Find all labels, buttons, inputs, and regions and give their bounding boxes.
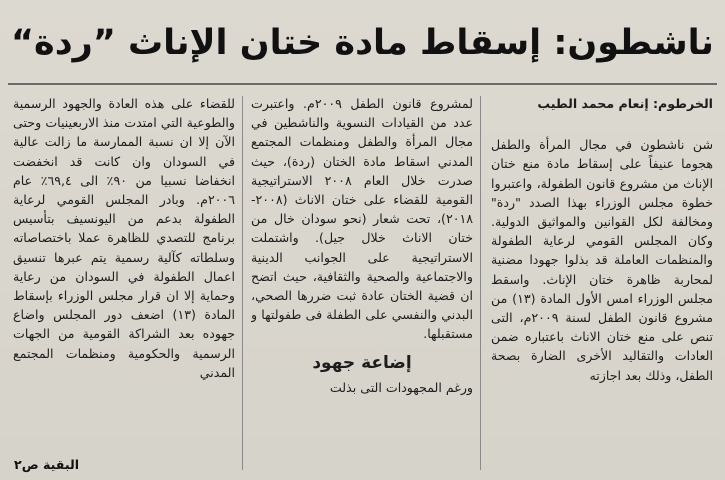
article-column-2 [251,94,473,474]
headline-rule [8,83,717,85]
column-2-body-continued: ورغم المجهودات التى بذلت [329,379,473,395]
column-2-body: لمشروع قانون الطفل ٢٠٠٩م. واعتبرت عدد من القيادات النسوية والناشطين في مجال المرأة والطفل ومنظمات المجتمع المدني اسقاط مادة الختان (ردة)، حيث صدرت خلال العام ٢٠٠٨ الاستراتيجية القومية للقضاء على ختان الاناث (٢٠٠٨- ٢٠١٨)، تحت شعار (نحو سودان خال من ختان الاناث خلال جيل). واشتملت الاستراتيجية على الجوانب الدينية والاجتماعية والصحية والثقافية، حيث اتضح ان قضية الختان عادة ثبت ضررها الصحي، البدني والنفسي على الطفلة فى طفولتها و مستقبلها. [251,96,473,342]
article-column-3 [13,94,235,474]
section-subheading: إضاعة جهود [312,352,412,373]
article-column-1 [491,94,713,474]
column-3-body: للقضاء على هذه العادة والجهود الرسمية والطوعية التي امتدت منذ الاربعينيات وحتى الآن إلا ان نسبة الممارسة ما زالت عالية في السودان وان كانت قد انخفضت انخفاضا نسبيا من ٩٠٪ الى ٦٩,٤٪ عام ٢٠٠٦م. وبادر المجلس القومي لرعاية الطفولة بدعم من اليونسيف بتأسيس برنامج للتصدي للظاهرة عملا باختصاصاته وسلطاته كآلية رسمية يتم عبرها تنسيق اعمال الطفولة في السودان من رعاية وحماية إلا ان قرار مجلس الوزراء بإسقاط المادة (١٣) اضعف دور المجلس واضاع جهوده بعد الشراكة القومية من الجهات الرسمية والحكومية ومنظمات المجتمع المدني [13,96,235,380]
byline: الخرطوم: إنعام محمد الطيب [537,96,713,111]
column-divider [480,96,481,470]
column-divider [242,96,243,470]
article-headline: ناشطون: إسقاط مادة ختان الإناث ”ردة“ [11,23,714,63]
column-1-body: شن ناشطون في مجال المرأة والطفل هجوما عنيفاً على إسقاط مادة منع ختان الإناث من مشروع قانون الطفولة، واعتبروا خطوة مجلس الوزراء بهذا الصدد "ردة" ومخالفة لكل القوانين والمواثيق الدولية. وكان المجلس القومي لرعاية الطفولة والمنظمات العاملة قد بذلوا جهودا مضنية لمحاربة ظاهرة ختان الإناث. واسقط مجلس الوزراء امس الأول المادة (١٣) من مشروع قانون الطفل لسنة ٢٠٠٩م، التى تنص على منع ختان الاناث باعتباره ضمن العادات والتقاليد الأخرى الضارة بصحة الطفل، وذلك بعد اجازته [491,137,713,383]
continued-on-page-note: البقية ص٢ [14,457,80,472]
